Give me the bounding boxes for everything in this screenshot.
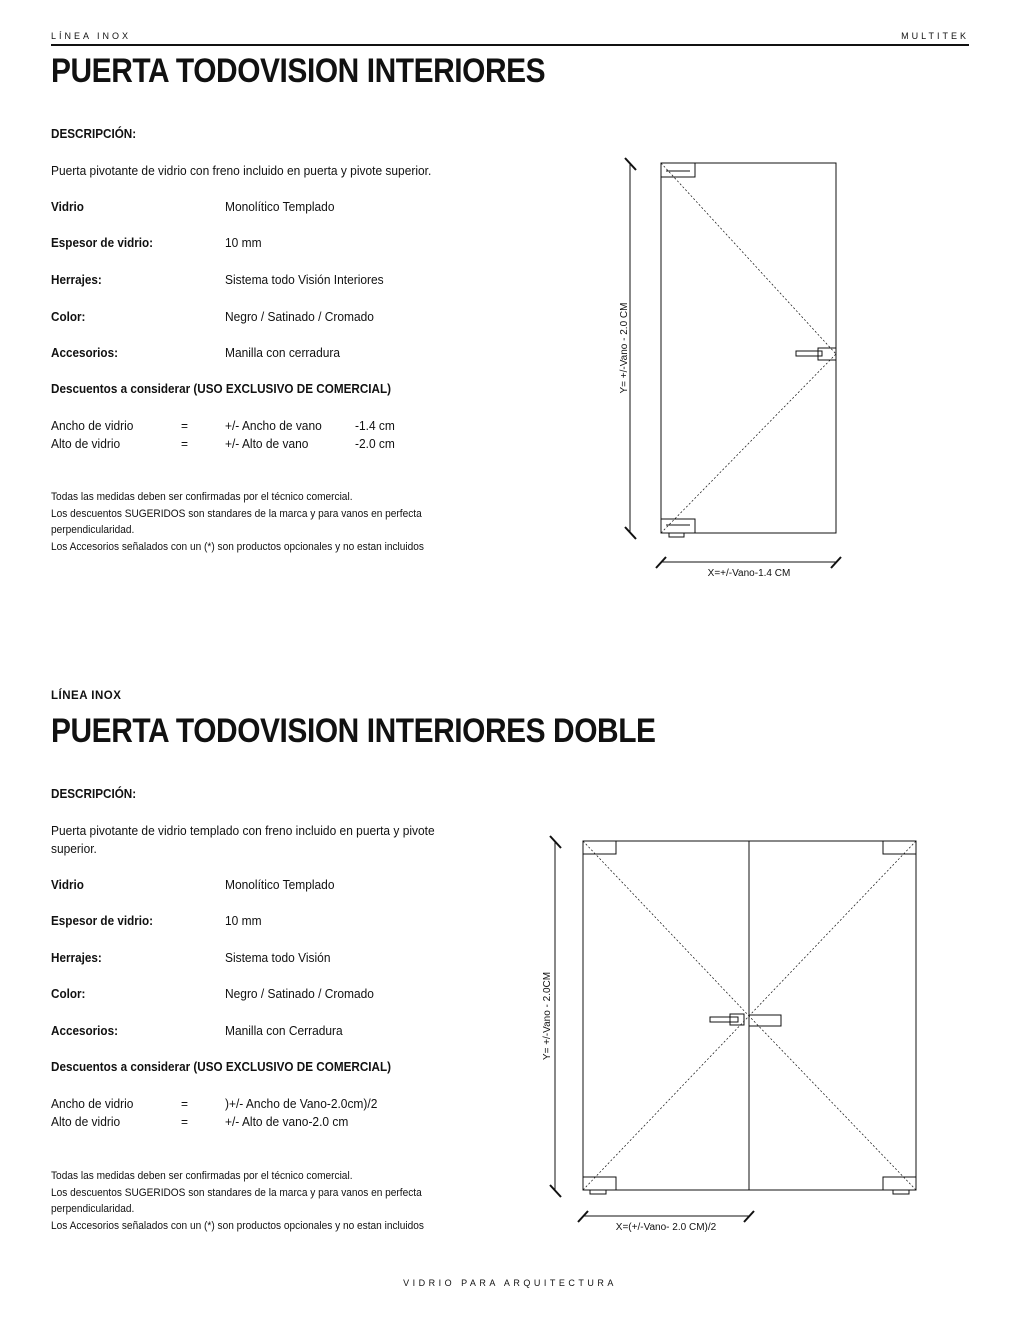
section1-spec-value: Monolítico Templado — [225, 199, 335, 214]
section1-desc-text: Puerta pivotante de vidrio con freno incluido en puerta y pivote superior. — [51, 163, 432, 178]
top-left-pivot-patch — [583, 841, 616, 854]
footer-tagline: VIDRIO PARA ARQUITECTURA — [403, 1278, 617, 1288]
opening-diagonal — [749, 841, 916, 1016]
section2-discount-heading: Descuentos a considerar (USO EXCLUSIVO DE COMERCIAL) — [51, 1059, 392, 1074]
top-right-pivot-patch — [883, 841, 916, 854]
section2-desc-heading: DESCRIPCIÓN: — [51, 786, 137, 801]
section1-discount-formula: +/- Ancho de vano — [225, 418, 322, 433]
section1-spec-label: Accesorios: — [51, 345, 118, 360]
section2-spec-label: Vidrio — [51, 877, 84, 892]
section2-spec-label: Color: — [51, 986, 86, 1001]
bottom-pivot-patch — [661, 519, 695, 533]
section1-discount-eq: = — [181, 436, 188, 451]
header-divider — [51, 44, 969, 46]
section1-spec-value: Sistema todo Visión Interiores — [225, 272, 384, 287]
note-line: Todas las medidas deben ser confirmadas por el técnico comercial. — [51, 491, 353, 503]
note-line: Los Accesorios señalados con un (*) son productos opcionales y no estan incluidos — [51, 540, 424, 553]
width-dimension-label: X=+/-Vano-1.4 CM — [707, 568, 791, 579]
bottom-right-pivot-patch — [883, 1177, 916, 1190]
opening-diagonal — [661, 163, 836, 354]
header-brand-line: LÍNEA INOX — [51, 31, 132, 41]
section1-spec-value: Manilla con cerradura — [225, 345, 341, 360]
section2-spec-label: Herrajes: — [51, 950, 102, 965]
section1-discount-value: -1.4 cm — [355, 418, 395, 433]
section2-spec-value: Monolítico Templado — [225, 877, 335, 892]
width-dimension-label: X=(+/-Vano- 2.0 CM)/2 — [615, 1222, 717, 1233]
section2-spec-value: Sistema todo Visión — [225, 950, 331, 965]
single-door-drawing — [600, 150, 860, 590]
section2-notes — [51, 1168, 456, 1234]
section1-spec-label: Color: — [51, 309, 86, 324]
section2-spec-value: 10 mm — [225, 913, 262, 928]
lock-handle — [818, 348, 836, 360]
note-line: Los descuentos SUGERIDOS son standares de la marca y para vanos en perfecta perpendicularidad. — [51, 507, 422, 536]
section1-spec-label: Espesor de vidrio: — [51, 235, 154, 250]
section2-title: PUERTA TODOVISION INTERIORES DOBLE — [51, 712, 656, 750]
section1-discount-label: Ancho de vidrio — [51, 418, 134, 433]
opening-diagonal — [583, 841, 749, 1016]
double-door-drawing — [530, 828, 930, 1238]
height-dimension-label: Y= +/-Vano - 2.0CM — [542, 971, 553, 1061]
note-line: Los descuentos SUGERIDOS son standares de la marca y para vanos en perfecta perpendicularidad. — [51, 1186, 422, 1215]
section2-desc-text: Puerta pivotante de vidrio templado con freno incluido en puerta y pivote — [51, 823, 435, 838]
section1-discount-value: -2.0 cm — [355, 436, 395, 451]
section2-spec-label: Espesor de vidrio: — [51, 913, 154, 928]
height-dimension-label: Y= +/-Vano - 2.0 CM — [619, 302, 630, 394]
section1-discount-eq: = — [181, 418, 188, 433]
opening-diagonal — [661, 354, 836, 533]
note-line: Los Accesorios señalados con un (*) son productos opcionales y no estan incluidos — [51, 1219, 424, 1232]
section1-discount-label: Alto de vidrio — [51, 436, 121, 451]
opening-diagonal — [749, 1016, 916, 1190]
section2-spec-label: Accesorios: — [51, 1023, 118, 1038]
section2-desc-text: superior. — [51, 841, 97, 856]
lock-handle — [749, 1015, 781, 1026]
section2-kicker: LÍNEA INOX — [51, 690, 122, 702]
header-company: MULTITEK — [901, 31, 969, 41]
section1-discount-heading: Descuentos a considerar (USO EXCLUSIVO DE COMERCIAL) — [51, 381, 392, 396]
section1-spec-value: 10 mm — [225, 235, 262, 250]
bottom-left-pivot-patch — [583, 1177, 616, 1190]
section1-notes — [51, 489, 456, 555]
section1-spec-value: Negro / Satinado / Cromado — [225, 309, 374, 324]
top-pivot-patch — [661, 163, 695, 177]
section1-spec-label: Vidrio — [51, 199, 84, 214]
section1-spec-label: Herrajes: — [51, 272, 102, 287]
section2-spec-value: Manilla con Cerradura — [225, 1023, 343, 1038]
section2-discount-formula: +/- Alto de vano-2.0 cm — [225, 1114, 349, 1129]
section1-discount-formula: +/- Alto de vano — [225, 436, 309, 451]
door-glass-outline — [661, 163, 836, 533]
note-line: Todas las medidas deben ser confirmadas por el técnico comercial. — [51, 1170, 353, 1182]
section1-desc-heading: DESCRIPCIÓN: — [51, 126, 137, 141]
section2-discount-eq: = — [181, 1096, 188, 1111]
section2-spec-value: Negro / Satinado / Cromado — [225, 986, 374, 1001]
section2-discount-label: Ancho de vidrio — [51, 1096, 134, 1111]
section2-discount-eq: = — [181, 1114, 188, 1129]
opening-diagonal — [583, 1016, 749, 1190]
section2-discount-label: Alto de vidrio — [51, 1114, 121, 1129]
section2-discount-formula: )+/- Ancho de Vano-2.0cm)/2 — [225, 1096, 378, 1111]
section1-title: PUERTA TODOVISION INTERIORES — [51, 52, 546, 90]
